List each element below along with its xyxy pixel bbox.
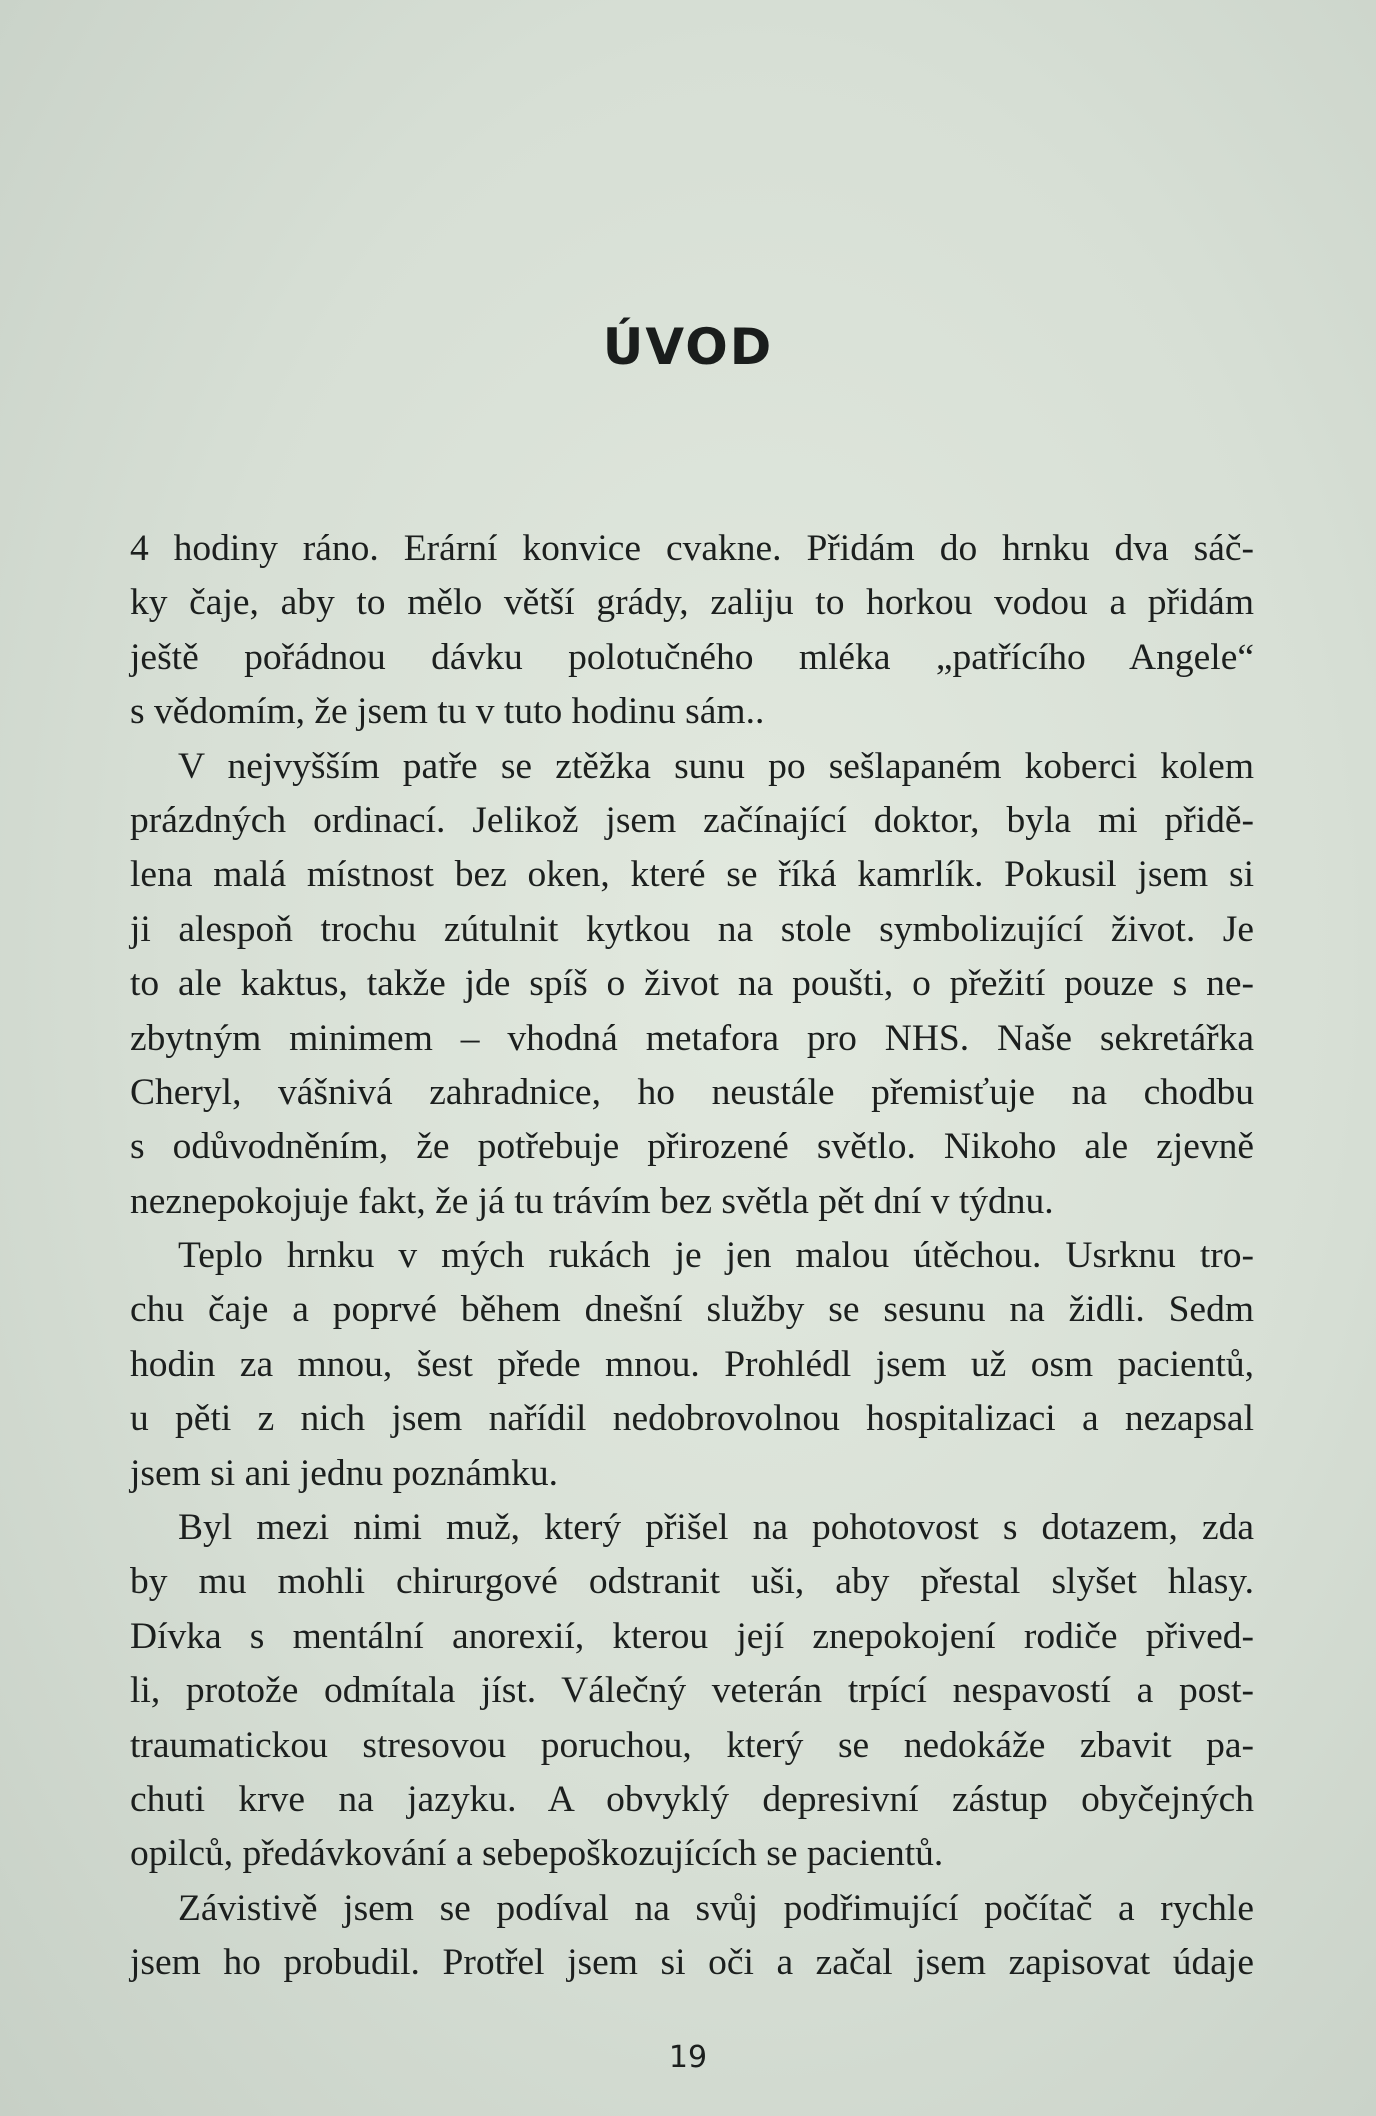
text-line: hodin za mnou, šest přede mnou. Prohlédl jsem už osm pacientů, — [130, 1343, 1254, 1385]
text-line: opilců, předávkování a sebepoškozujících se pacientů. — [130, 1833, 944, 1875]
text-line: traumatickou stresovou poruchou, který se nedokáže zbavit pa- — [130, 1724, 1254, 1766]
text-line: V nejvyšším patře se ztěžka sunu po sešlapaném koberci kolem — [178, 745, 1254, 787]
text-line: lena malá místnost bez oken, které se říká kamrlík. Pokusil jsem si — [130, 854, 1254, 896]
text-line: 4 hodiny ráno. Erární konvice cvakne. Přidám do hrnku dva sáč- — [130, 528, 1254, 569]
text-line: li, protože odmítala jíst. Válečný veterán trpící nespavostí a post- — [130, 1670, 1254, 1712]
text-line: u pěti z nich jsem nařídil nedobrovolnou hospitalizaci a nezapsal — [130, 1398, 1254, 1440]
text-line: ji alespoň trochu zútulnit kytkou na stole symbolizující život. Je — [130, 908, 1254, 950]
text-line: ještě pořádnou dávku polotučného mléka „patřícího Angele“ — [130, 636, 1254, 678]
text-line: zbytným minimem – vhodná metafora pro NHS. Naše sekretářka — [130, 1017, 1254, 1059]
text-line: s vědomím, že jsem tu v tuto hodinu sám.. — [130, 691, 765, 733]
text-line: by mu mohli chirurgové odstranit uši, aby přestal slyšet hlasy. — [130, 1561, 1254, 1603]
body-text — [130, 522, 1254, 1991]
text-line: jsem ho probudil. Protřel jsem si oči a začal jsem zapisovat údaje — [130, 1942, 1254, 1984]
text-line: ky čaje, aby to mělo větší grády, zaliju to horkou vodou a přidám — [130, 582, 1254, 624]
page-number: 19 — [668, 2040, 708, 2075]
text-line: Byl mezi nimi muž, který přišel na pohotovost s dotazem, zda — [178, 1507, 1254, 1549]
text-line: Teplo hrnku v mých rukách je jen malou útěchou. Usrknu tro- — [178, 1235, 1254, 1277]
text-line: neznepokojuje fakt, že já tu trávím bez světla pět dní v týdnu. — [130, 1180, 1054, 1222]
text-line: s odůvodněním, že potřebuje přirozené světlo. Nikoho ale zjevně — [130, 1126, 1254, 1168]
text-line: Dívka s mentální anorexií, kterou její znepokojení rodiče přived- — [130, 1615, 1254, 1657]
text-line: to ale kaktus, takže jde spíš o život na poušti, o přežití pouze s ne- — [130, 963, 1254, 1005]
text-line: Cheryl, vášnivá zahradnice, ho neustále přemisťuje na chodbu — [130, 1071, 1254, 1113]
chapter-title: ÚVOD — [602, 318, 774, 376]
text-line: chuti krve na jazyku. A obvyklý depresivní zástup obyčejných — [130, 1778, 1254, 1820]
text-line: prázdných ordinací. Jelikož jsem začínající doktor, byla mi přidě- — [130, 799, 1254, 841]
text-line: Závistivě jsem se podíval na svůj podřimující počítač a rychle — [178, 1887, 1254, 1929]
text-line: jsem si ani jednu poznámku. — [130, 1452, 559, 1494]
text-line: chu čaje a poprvé během dnešní služby se sesunu na židli. Sedm — [130, 1289, 1254, 1331]
